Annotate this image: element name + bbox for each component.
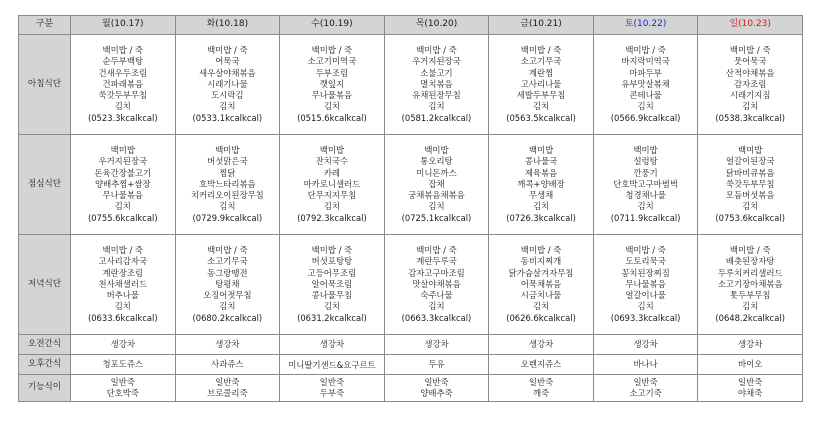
- menu-item: 백미밥 / 죽: [416, 245, 457, 256]
- snack-cell-thu: 생강차: [384, 335, 489, 355]
- porridge-item: 일반죽: [633, 376, 658, 387]
- menu-cell-sat: [593, 135, 698, 235]
- header-label: 구분: [19, 16, 71, 35]
- menu-item: 호박느타리볶음: [199, 178, 256, 189]
- menu-item: 백미밥: [738, 145, 763, 156]
- menu-cell-tue: [175, 135, 280, 235]
- menu-item: 버섯맑은국: [207, 156, 248, 167]
- menu-item: 뭇어묵국: [734, 56, 767, 67]
- snack-row-label: 오후간식: [19, 355, 71, 375]
- menu-item: 김치: [637, 301, 654, 312]
- menu-item: 김치: [742, 101, 759, 112]
- menu-item: (0680.2kcalkcal): [192, 312, 263, 323]
- snack-cell-mon: 생강차: [71, 335, 176, 355]
- menu-item: 톳두부무침: [729, 290, 771, 301]
- menu-item: 어묵채볶음: [520, 278, 562, 289]
- meal-row-label: 저녁식단: [19, 235, 71, 335]
- menu-item: 백미밥 / 죽: [311, 245, 353, 256]
- menu-item: (0663.3kcalkcal): [401, 312, 472, 323]
- menu-item: 닭바비큐볶음: [725, 167, 775, 178]
- menu-item: 천사채샐러드: [98, 278, 148, 289]
- menu-item: 맛살야채볶음: [412, 278, 461, 289]
- menu-item: 콩나물무침: [311, 290, 353, 301]
- menu-item: 세발두부무침: [516, 90, 566, 101]
- menu-cell-sat: [593, 235, 698, 335]
- menu-item: 모듬버섯볶음: [725, 190, 775, 201]
- menu-item: 오징어젓무침: [203, 290, 252, 301]
- menu-item: 백미밥 / 죽: [311, 45, 353, 56]
- snack-cell-sun: 바이오: [698, 355, 803, 375]
- menu-item: 백미밥 / 죽: [520, 45, 562, 56]
- day-header-sat: 토(10.22): [593, 16, 698, 35]
- functional-cell-thu: [384, 375, 489, 402]
- menu-item: 계란두루국: [416, 256, 457, 267]
- menu-cell-mon: [71, 35, 176, 135]
- menu-item: 치커리오이된장무침: [190, 190, 264, 201]
- menu-item: 고사리감자국: [98, 256, 148, 267]
- porridge-item: 일반죽: [738, 376, 763, 387]
- snack-cell-thu: 두유: [384, 355, 489, 375]
- menu-item: 김치: [637, 201, 654, 212]
- menu-item: 도시락김: [211, 90, 244, 101]
- menu-item: 감자조림: [734, 78, 767, 89]
- menu-item: 단무지지무침: [307, 190, 357, 201]
- functional-cell-sun: [698, 375, 803, 402]
- menu-item: (0566.9kcalkcal): [610, 112, 681, 123]
- menu-item: 백미밥: [319, 145, 345, 156]
- menu-item: 백미밥 / 죽: [207, 245, 248, 256]
- menu-cell-tue: [175, 235, 280, 335]
- menu-item: 백미밥 / 죽: [520, 245, 562, 256]
- menu-item: 백미밥: [633, 145, 658, 156]
- menu-item: (0729.9kcalkcal): [192, 212, 263, 223]
- meal-row: [19, 135, 803, 235]
- menu-item: 어묵국: [215, 56, 240, 67]
- menu-item: 동그랑땡전: [207, 267, 248, 278]
- menu-item: (0633.6kcalkcal): [87, 312, 158, 323]
- menu-item: 김치: [532, 301, 550, 312]
- menu-item: (0726.3kcalkcal): [506, 212, 576, 223]
- menu-item: 바지락미역국: [621, 56, 670, 67]
- menu-item: 김치: [219, 301, 236, 312]
- menu-item: 설렁탕: [633, 156, 658, 167]
- day-header-sun: 일(10.23): [698, 16, 803, 35]
- menu-item: 콘테나물: [629, 90, 662, 101]
- menu-item: 닭가슴살겨자무침: [508, 267, 574, 278]
- menu-item: 잔치국수: [315, 156, 349, 167]
- menu-cell-wed: [280, 35, 385, 135]
- porridge-item: 야채죽: [738, 388, 763, 398]
- menu-cell-fri: [489, 135, 594, 235]
- menu-item: 김치: [323, 201, 340, 212]
- menu-item: 백미밥 / 죽: [625, 245, 666, 256]
- snack-cell-tue: 사과쥬스: [175, 355, 280, 375]
- snack-cell-sat: 바나나: [593, 355, 698, 375]
- menu-item: 두부조림: [315, 67, 349, 78]
- menu-item: 백미밥 / 죽: [729, 45, 771, 56]
- menu-item: 마파두부: [629, 67, 662, 78]
- menu-item: 백미밥 / 죽: [729, 245, 771, 256]
- porridge-item: 일반죽: [319, 376, 345, 387]
- menu-item: 버섯포탕탕: [311, 256, 353, 267]
- day-header-thu: 목(10.20): [384, 16, 489, 35]
- menu-item: 청경채나물: [625, 190, 666, 201]
- snack-cell-fri: 생강차: [489, 335, 594, 355]
- menu-cell-fri: [489, 35, 594, 135]
- menu-cell-tue: [175, 35, 280, 135]
- porridge-item: 일반죽: [110, 376, 135, 387]
- porridge-item: 일반죽: [215, 376, 240, 387]
- menu-item: 김치: [428, 301, 445, 312]
- menu-item: 깻잎지: [319, 78, 345, 89]
- menu-item: 미니돈까스: [416, 167, 457, 178]
- porridge-item: 두부죽: [319, 388, 345, 398]
- header-row: [19, 16, 803, 35]
- menu-item: 돈육간장불고기: [94, 167, 152, 178]
- menu-item: 계란장조림: [102, 267, 143, 278]
- menu-item: 김치: [114, 301, 131, 312]
- menu-item: 김치: [114, 201, 131, 212]
- menu-item: 백미밥: [424, 145, 449, 156]
- menu-cell-sun: [698, 135, 803, 235]
- menu-item: 소불고기: [420, 67, 453, 78]
- menu-item: 두루치커리샐러드: [717, 267, 783, 278]
- menu-item: (0753.6kcalkcal): [715, 212, 786, 223]
- menu-item: 김치: [428, 201, 445, 212]
- menu-item: (0631.2kcalkcal): [297, 312, 367, 323]
- menu-item: 깐풍기: [633, 167, 658, 178]
- day-header-tue: 화(10.18): [175, 16, 280, 35]
- menu-item: 단호박고구마범벅: [613, 178, 678, 189]
- menu-item: 건파래볶음: [102, 78, 143, 89]
- menu-item: 김치: [219, 201, 236, 212]
- menu-item: (0538.3kcalkcal): [715, 112, 786, 123]
- menu-item: 소고기무국: [520, 56, 562, 67]
- menu-cell-sun: [698, 235, 803, 335]
- day-header-mon: 월(10.17): [71, 16, 176, 35]
- menu-item: 소고기미역국: [307, 56, 357, 67]
- porridge-item: 일반죽: [528, 376, 554, 387]
- menu-item: 얼갈이된장국: [725, 156, 775, 167]
- menu-item: 무나물볶음: [625, 278, 666, 289]
- menu-item: (0626.6kcalkcal): [506, 312, 576, 323]
- snack-row-label: 오전간식: [19, 335, 71, 355]
- snack-row: [19, 335, 803, 355]
- menu-item: 백미밥 / 죽: [102, 245, 144, 256]
- menu-item: 김치: [532, 101, 550, 112]
- menu-item: 김치: [532, 201, 550, 212]
- menu-item: 도토리묵국: [625, 256, 666, 267]
- menu-item: 제육볶음: [524, 167, 558, 178]
- menu-item: 새우살야채볶음: [199, 67, 256, 78]
- menu-item: 김치: [219, 101, 236, 112]
- menu-item: 고등어무조림: [307, 267, 357, 278]
- menu-item: 백미밥: [528, 145, 554, 156]
- menu-item: 궁채볶음채볶음: [408, 190, 465, 201]
- menu-item: 카레: [323, 167, 340, 178]
- menu-item: 백미밥 / 죽: [102, 45, 144, 56]
- menu-item: 고사리나물: [520, 78, 562, 89]
- functional-cell-fri: [489, 375, 594, 402]
- menu-cell-wed: [280, 235, 385, 335]
- menu-item: (0563.5kcalkcal): [506, 112, 576, 123]
- snack-cell-wed: 생강차: [280, 335, 385, 355]
- menu-item: (0648.2kcalkcal): [715, 312, 786, 323]
- menu-item: 백미밥: [110, 145, 135, 156]
- menu-item: (0711.9kcalkcal): [610, 212, 681, 223]
- menu-item: 순두부백탕: [102, 56, 143, 67]
- menu-item: 시래기나물: [207, 78, 248, 89]
- menu-item: (0755.6kcalkcal): [87, 212, 158, 223]
- menu-item: 계란찜: [528, 67, 554, 78]
- porridge-item: 일반죽: [424, 376, 449, 387]
- day-header-wed: 수(10.19): [280, 16, 385, 35]
- menu-item: 소고기무국: [207, 256, 248, 267]
- menu-item: 마카로니샐러드: [303, 178, 361, 189]
- snack-cell-fri: 오렌지쥬스: [489, 355, 594, 375]
- meal-row-label: 아침식단: [19, 35, 71, 135]
- menu-item: 찜닭: [219, 167, 236, 178]
- menu-item: 알어묵조림: [311, 278, 353, 289]
- porridge-item: 브로콜리죽: [207, 388, 248, 398]
- snack-cell-sat: 생강차: [593, 335, 698, 355]
- day-header-fri: 금(10.21): [489, 16, 594, 35]
- menu-item: 얼갈이나물: [625, 290, 666, 301]
- menu-item: 우거지된장국: [412, 56, 461, 67]
- menu-item: 김치: [742, 301, 759, 312]
- functional-row-label: 기능식이: [19, 375, 71, 402]
- snack-row: [19, 355, 803, 375]
- functional-cell-mon: [71, 375, 176, 402]
- functional-cell-tue: [175, 375, 280, 402]
- menu-item: 배춧된장자탕: [725, 256, 775, 267]
- menu-item: 백미밥: [215, 145, 240, 156]
- menu-item: 백미밥 / 죽: [625, 45, 666, 56]
- functional-cell-sat: [593, 375, 698, 402]
- porridge-item: 단호박죽: [106, 388, 139, 398]
- menu-item: 김치: [323, 101, 340, 112]
- snack-cell-wed: 미니딸기샌드&요구르트: [280, 355, 385, 375]
- menu-item: (0725.1kcalkcal): [401, 212, 472, 223]
- snack-cell-tue: 생강차: [175, 335, 280, 355]
- menu-item: 버추나물: [106, 290, 139, 301]
- menu-item: 감자고구마조림: [408, 267, 465, 278]
- menu-item: 김치: [428, 101, 445, 112]
- menu-item: 백미밥 / 죽: [416, 45, 457, 56]
- menu-item: 무나물볶음: [311, 90, 353, 101]
- menu-item: (0523.3kcalkcal): [87, 112, 158, 123]
- menu-item: 탕평채: [215, 278, 240, 289]
- menu-cell-thu: [384, 135, 489, 235]
- menu-item: 산적야채볶음: [725, 67, 775, 78]
- menu-item: 건새우두조림: [98, 67, 148, 78]
- menu-item: 무나물볶음: [102, 190, 143, 201]
- menu-item: (0693.3kcalkcal): [610, 312, 681, 323]
- porridge-item: 양배추죽: [420, 388, 453, 398]
- menu-item: 우거지된장국: [98, 156, 148, 167]
- menu-item: 잡채: [428, 178, 445, 189]
- menu-item: 김치: [637, 101, 654, 112]
- snack-cell-mon: 청포도쥬스: [71, 355, 176, 375]
- menu-item: 소고기장아채볶음: [717, 278, 783, 289]
- menu-item: 동비지찌개: [520, 256, 562, 267]
- menu-item: 쑥갓두부무침: [98, 90, 148, 101]
- menu-item: 시금치나물: [520, 290, 562, 301]
- menu-cell-wed: [280, 135, 385, 235]
- menu-item: 통오리탕: [420, 156, 453, 167]
- menu-cell-fri: [489, 235, 594, 335]
- menu-item: 김치: [323, 301, 340, 312]
- menu-item: 꽁치된장찌짐: [621, 267, 670, 278]
- menu-item: (0533.1kcalkcal): [192, 112, 263, 123]
- menu-item: (0515.6kcalkcal): [297, 112, 367, 123]
- menu-item: 무생채: [528, 190, 554, 201]
- menu-item: (0792.3kcalkcal): [297, 212, 367, 223]
- porridge-item: 소고기죽: [629, 388, 662, 398]
- weekly-meal-table: [18, 15, 803, 402]
- menu-item: 쑥갓두부무침: [725, 178, 775, 189]
- functional-cell-wed: [280, 375, 385, 402]
- menu-item: 깨콕+양배장: [517, 178, 565, 189]
- menu-item: 백미밥 / 죽: [207, 45, 248, 56]
- menu-item: 김치: [742, 201, 759, 212]
- menu-item: 김치: [114, 101, 131, 112]
- menu-cell-thu: [384, 35, 489, 135]
- menu-item: 콩나물국: [524, 156, 558, 167]
- menu-item: 유채된장무침: [412, 90, 461, 101]
- menu-cell-thu: [384, 235, 489, 335]
- menu-item: (0581.2kcalkcal): [401, 112, 472, 123]
- meal-row: [19, 235, 803, 335]
- functional-diet-row: [19, 375, 803, 402]
- menu-cell-sat: [593, 35, 698, 135]
- menu-cell-mon: [71, 135, 176, 235]
- porridge-item: 깨죽: [532, 388, 550, 398]
- menu-item: 숙주나물: [420, 290, 453, 301]
- meal-row-label: 점심식단: [19, 135, 71, 235]
- menu-item: 양배추찜+쌈장: [95, 178, 151, 189]
- menu-item: 유부맛살볶채: [621, 78, 670, 89]
- menu-item: 시래기지짐: [729, 90, 771, 101]
- snack-cell-sun: 생강차: [698, 335, 803, 355]
- menu-item: 멸치볶음: [420, 78, 453, 89]
- menu-cell-mon: [71, 235, 176, 335]
- meal-row: [19, 35, 803, 135]
- menu-cell-sun: [698, 35, 803, 135]
